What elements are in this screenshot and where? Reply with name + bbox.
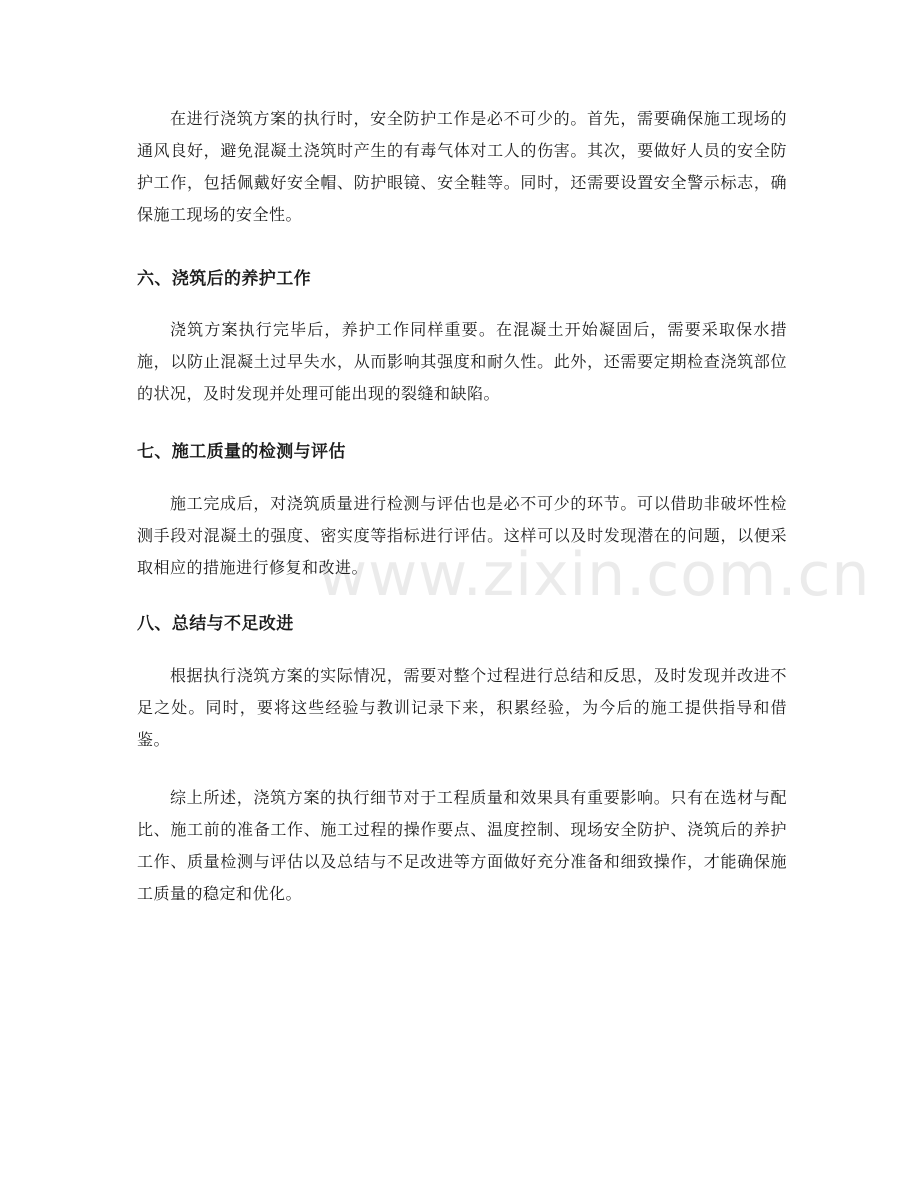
watermark: www.zixin.com.cn xyxy=(318,540,871,610)
paragraph-conclusion xyxy=(137,782,787,910)
paragraph-text: 综上所述，浇筑方案的执行细节对于工程质量和效果具有重要影响。只有在选材与配比、施工前的准备工作、施工过程的操作要点、温度控制、现场安全防护、浇筑后的养护工作、质量检测与评估以及总结与不足改进等方面做好充分准备和细致操作，才能确保施工质量的稳定和优化。 xyxy=(137,788,787,903)
heading-text: 七、施工质量的检测与评估 xyxy=(137,442,346,462)
paragraph-text: 在进行浇筑方案的执行时，安全防护工作是必不可少的。首先，需要确保施工现场的通风良好，避免混凝土浇筑时产生的有毒气体对工人的伤害。其次，要做好人员的安全防护工作，包括佩戴好安全帽、防护眼镜、安全鞋等。同时，还需要设置安全警示标志，确保施工现场的安全性。 xyxy=(137,109,787,224)
paragraph-summary-improvement xyxy=(137,660,787,756)
paragraph-curing xyxy=(137,314,787,410)
paragraph-text: 浇筑方案执行完毕后，养护工作同样重要。在混凝土开始凝固后，需要采取保水措施，以防止混凝土过早失水，从而影响其强度和耐久性。此外，还需要定期检查浇筑部位的状况，及时发现并处理可能出现的裂缝和缺陷。 xyxy=(137,320,787,403)
paragraph-quality-inspection xyxy=(137,488,787,584)
heading-text: 六、浇筑后的养护工作 xyxy=(137,269,311,289)
paragraph-text: 根据执行浇筑方案的实际情况，需要对整个过程进行总结和反思，及时发现并改进不足之处。同时，要将这些经验与教训记录下来，积累经验，为今后的施工提供指导和借鉴。 xyxy=(137,666,787,749)
heading-text: 八、总结与不足改进 xyxy=(137,614,294,634)
paragraph-text: 施工完成后，对浇筑质量进行检测与评估也是必不可少的环节。可以借助非破坏性检测手段对混凝土的强度、密实度等指标进行评估。这样可以及时发现潜在的问题，以便采取相应的措施进行修复和改进。 xyxy=(137,494,787,577)
section-heading-7 xyxy=(137,440,787,464)
section-heading-6 xyxy=(137,267,787,291)
section-heading-8 xyxy=(137,612,787,636)
paragraph-safety-protection xyxy=(137,103,787,231)
